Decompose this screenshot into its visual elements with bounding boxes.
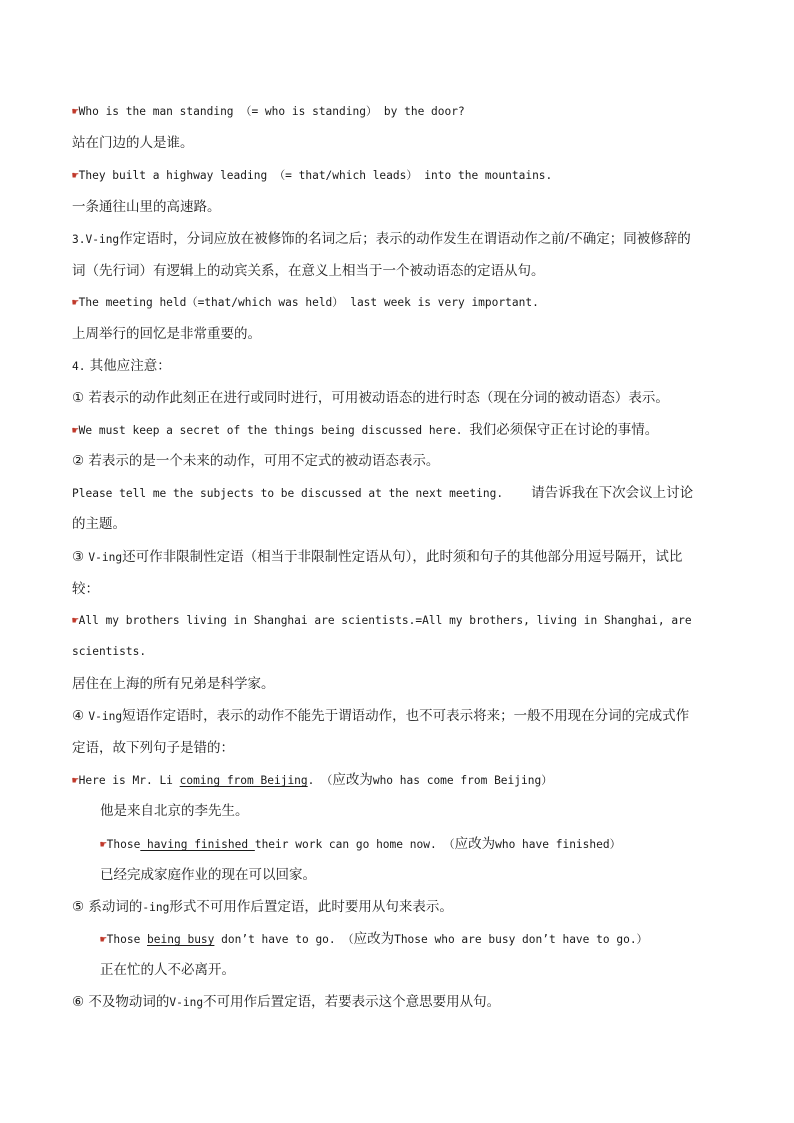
example-text: don’t have to go. （ — [214, 933, 354, 946]
rule-term: V-ing — [88, 551, 123, 564]
circled-number: ⑥ — [72, 994, 85, 1010]
circled-number: ③ — [72, 549, 85, 565]
note-text: 若表示的是一个未来的动作，可用不定式的被动语态表示。 — [88, 453, 440, 469]
example-sentence — [72, 611, 692, 631]
correction-text: who have finished） — [495, 838, 621, 851]
example-sentence — [72, 102, 465, 122]
correction-text: who has come from Beijing） — [372, 774, 553, 787]
example-sentence — [72, 420, 658, 441]
rule-number: 4. — [72, 360, 86, 373]
pointing-hand-icon: ☛ — [72, 169, 79, 182]
translation-line: 已经完成家庭作业的现在可以回家。 — [100, 867, 316, 883]
example-text: They built a highway leading （= that/which leads） into the mountains. — [78, 169, 553, 182]
circled-number: ⑤ — [72, 899, 85, 915]
rule-number: 3. — [72, 233, 86, 246]
rule-heading-4 — [72, 356, 171, 377]
note-text: 若表示的动作此刻正在进行或同时进行，可用被动语态的进行时态（现在分词的被动语态）表示。 — [88, 390, 669, 406]
rule-term: V-ing — [88, 710, 123, 723]
rule-text: 其他应注意： — [89, 358, 171, 374]
translation-line: 他是来自北京的李先生。 — [100, 803, 249, 819]
translation-line: 正在忙的人不必离开。 — [100, 962, 235, 978]
note-text: 还可作非限制性定语（相当于非限制性定语从句），此时须和句子的其他部分用逗号隔开，试比 — [122, 549, 683, 565]
pointing-hand-icon: ☛ — [100, 933, 107, 946]
rule-heading-3 — [72, 229, 691, 250]
circled-number: ② — [72, 453, 85, 469]
example-text: All my brothers living in Shanghai are scientists.=All my brothers, living in Shanghai, are — [78, 614, 692, 627]
note-text: 不及物动词的 — [88, 994, 170, 1010]
example-sentence — [72, 293, 539, 313]
note-item-6 — [72, 992, 500, 1013]
note-item-1 — [72, 388, 669, 408]
pointing-hand-icon: ☛ — [72, 424, 79, 437]
example-text: The meeting held（=that/which was held） last week is very important. — [78, 296, 539, 309]
underlined-phrase: having finished — [140, 838, 255, 851]
underlined-phrase: coming from Beijing — [179, 774, 308, 787]
note-item-2 — [72, 451, 439, 471]
note-text: 形式不可用作后置定语，此时要用从句来表示。 — [169, 899, 453, 915]
note-text: 系动词的 — [88, 899, 143, 915]
note-text: 不可用作后置定语，若要表示这个意思要用从句。 — [203, 994, 501, 1010]
rule-term: V-ing — [85, 233, 120, 246]
rule-term: -ing — [142, 901, 170, 914]
example-text: We must keep a secret of the things being discussed here. — [78, 424, 463, 437]
rule-text-continued: 词（先行词）有逻辑上的动宾关系，在意义上相当于一个被动语态的定语从句。 — [72, 263, 545, 279]
pointing-hand-icon: ☛ — [72, 774, 79, 787]
example-sentence — [72, 166, 552, 186]
translation-line: 上周举行的回忆是非常重要的。 — [72, 326, 261, 342]
example-text: Those — [106, 838, 141, 851]
pointing-hand-icon: ☛ — [72, 296, 79, 309]
correction-text: Those who are busy don’t have to go.） — [394, 933, 648, 946]
circled-number: ① — [72, 390, 85, 406]
pointing-hand-icon: ☛ — [72, 105, 79, 118]
note-item-4 — [72, 706, 689, 727]
rule-text: 作定语时，分词应放在被修饰的名词之后；表示的动作发生在谓语动作之前/不确定；同被修辞的 — [119, 231, 691, 247]
example-sentence — [72, 483, 693, 504]
correction-label: 应改为 — [454, 836, 496, 852]
example-text: Please tell me the subjects to be discussed at the next meeting. — [72, 487, 504, 500]
example-sentence — [100, 929, 648, 950]
note-item-3 — [72, 547, 682, 568]
circled-number: ④ — [72, 708, 85, 724]
translation-line: 站在门边的人是谁。 — [72, 135, 194, 151]
translation-line: 一条通往山里的高速路。 — [72, 199, 221, 215]
pointing-hand-icon: ☛ — [100, 838, 107, 851]
translation-inline: 请告诉我在下次会议上讨论 — [531, 485, 694, 501]
example-sentence — [100, 834, 621, 855]
example-text: Those — [106, 933, 148, 946]
note-text-continued: 较： — [72, 581, 99, 597]
example-sentence — [72, 770, 552, 791]
note-item-5 — [72, 897, 453, 918]
translation-continued: 的主题。 — [72, 516, 126, 532]
example-text: Here is Mr. Li — [78, 774, 180, 787]
example-text: . （ — [307, 774, 333, 787]
translation-line: 居住在上海的所有兄弟是科学家。 — [72, 676, 275, 692]
correction-label: 应改为 — [332, 772, 373, 788]
underlined-phrase: being busy — [147, 933, 215, 946]
correction-label: 应改为 — [353, 931, 395, 947]
example-text: their work can go home now. （ — [254, 838, 455, 851]
note-text: 短语作定语时，表示的动作不能先于谓语动作，也不可表示将来；一般不用现在分词的完成式作 — [122, 708, 690, 724]
example-text: Who is the man standing （= who is standing） by the door? — [78, 105, 465, 118]
pointing-hand-icon: ☛ — [72, 614, 79, 627]
example-text-continued: scientists. — [72, 645, 147, 658]
rule-term: V-ing — [169, 996, 204, 1009]
translation-inline: 我们必须保守正在讨论的事情。 — [469, 422, 659, 438]
note-text-continued: 定语，故下列句子是错的： — [72, 740, 234, 756]
